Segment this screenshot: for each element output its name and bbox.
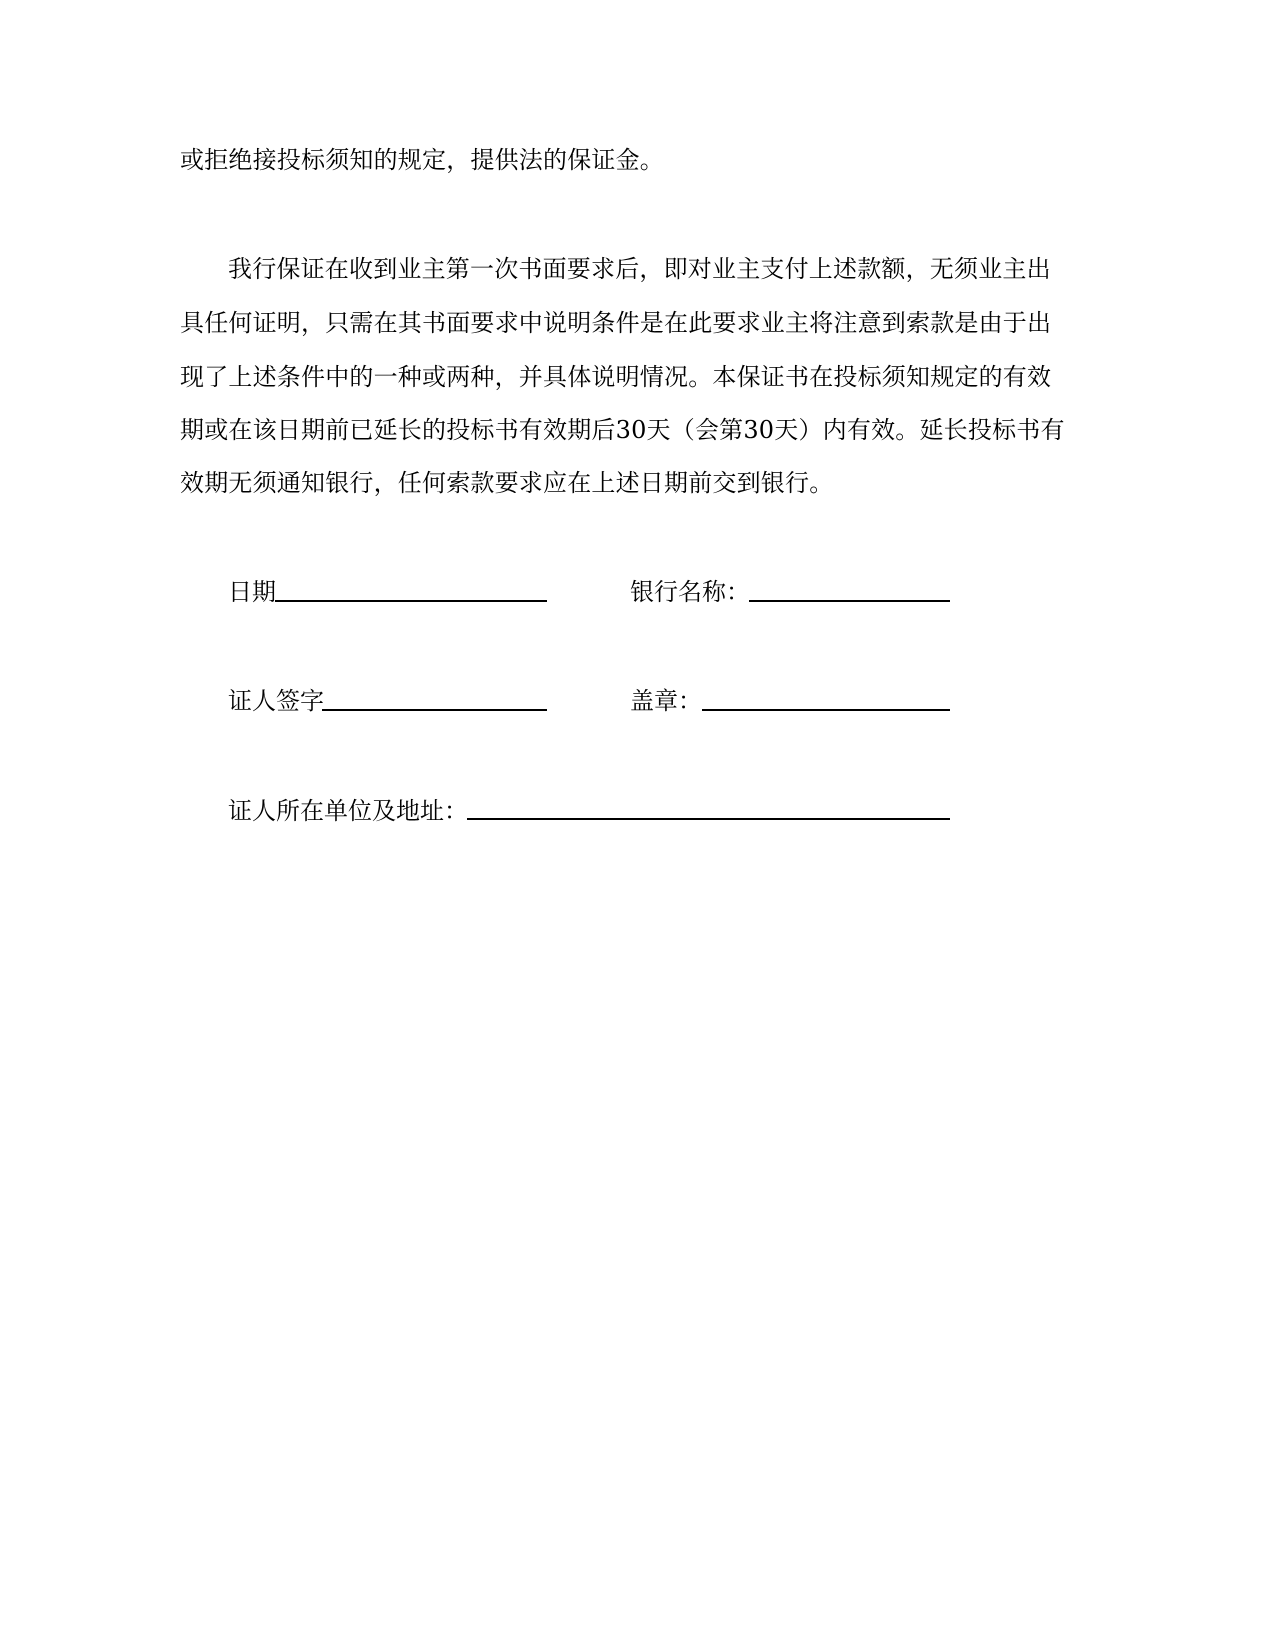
paragraph-continuation: 或拒绝接投标须知的规定，提供法的保证金。 bbox=[180, 146, 664, 174]
paragraph-line-5: 效期无须通知银行，任何索款要求应在上述日期前交到银行。 bbox=[180, 469, 834, 497]
paragraph-line-2: 具任何证明，只需在其书面要求中说明条件是在此要求业主将注意到索款是由于出 bbox=[180, 309, 1052, 337]
seal-blank-line[interactable] bbox=[702, 709, 950, 711]
seal-label: 盖章： bbox=[630, 687, 702, 715]
date-blank-line[interactable] bbox=[275, 600, 547, 602]
witness-address-label: 证人所在单位及地址： bbox=[228, 797, 468, 825]
witness-address-blank-line[interactable] bbox=[467, 818, 950, 820]
bank-name-label: 银行名称： bbox=[630, 578, 750, 606]
paragraph-line-3: 现了上述条件中的一种或两种，并具体说明情况。本保证书在投标须知规定的有效 bbox=[180, 363, 1052, 391]
bank-name-blank-line[interactable] bbox=[749, 600, 950, 602]
witness-signature-label: 证人签字 bbox=[228, 687, 324, 715]
paragraph-line-1: 我行保证在收到业主第一次书面要求后，即对业主支付上述款额，无须业主出 bbox=[228, 255, 1051, 283]
witness-signature-blank-line[interactable] bbox=[322, 709, 547, 711]
date-label: 日期 bbox=[228, 578, 276, 606]
paragraph-line-4: 期或在该日期前已延长的投标书有效期后30天（会第30天）内有效。延长投标书有 bbox=[180, 416, 1065, 444]
